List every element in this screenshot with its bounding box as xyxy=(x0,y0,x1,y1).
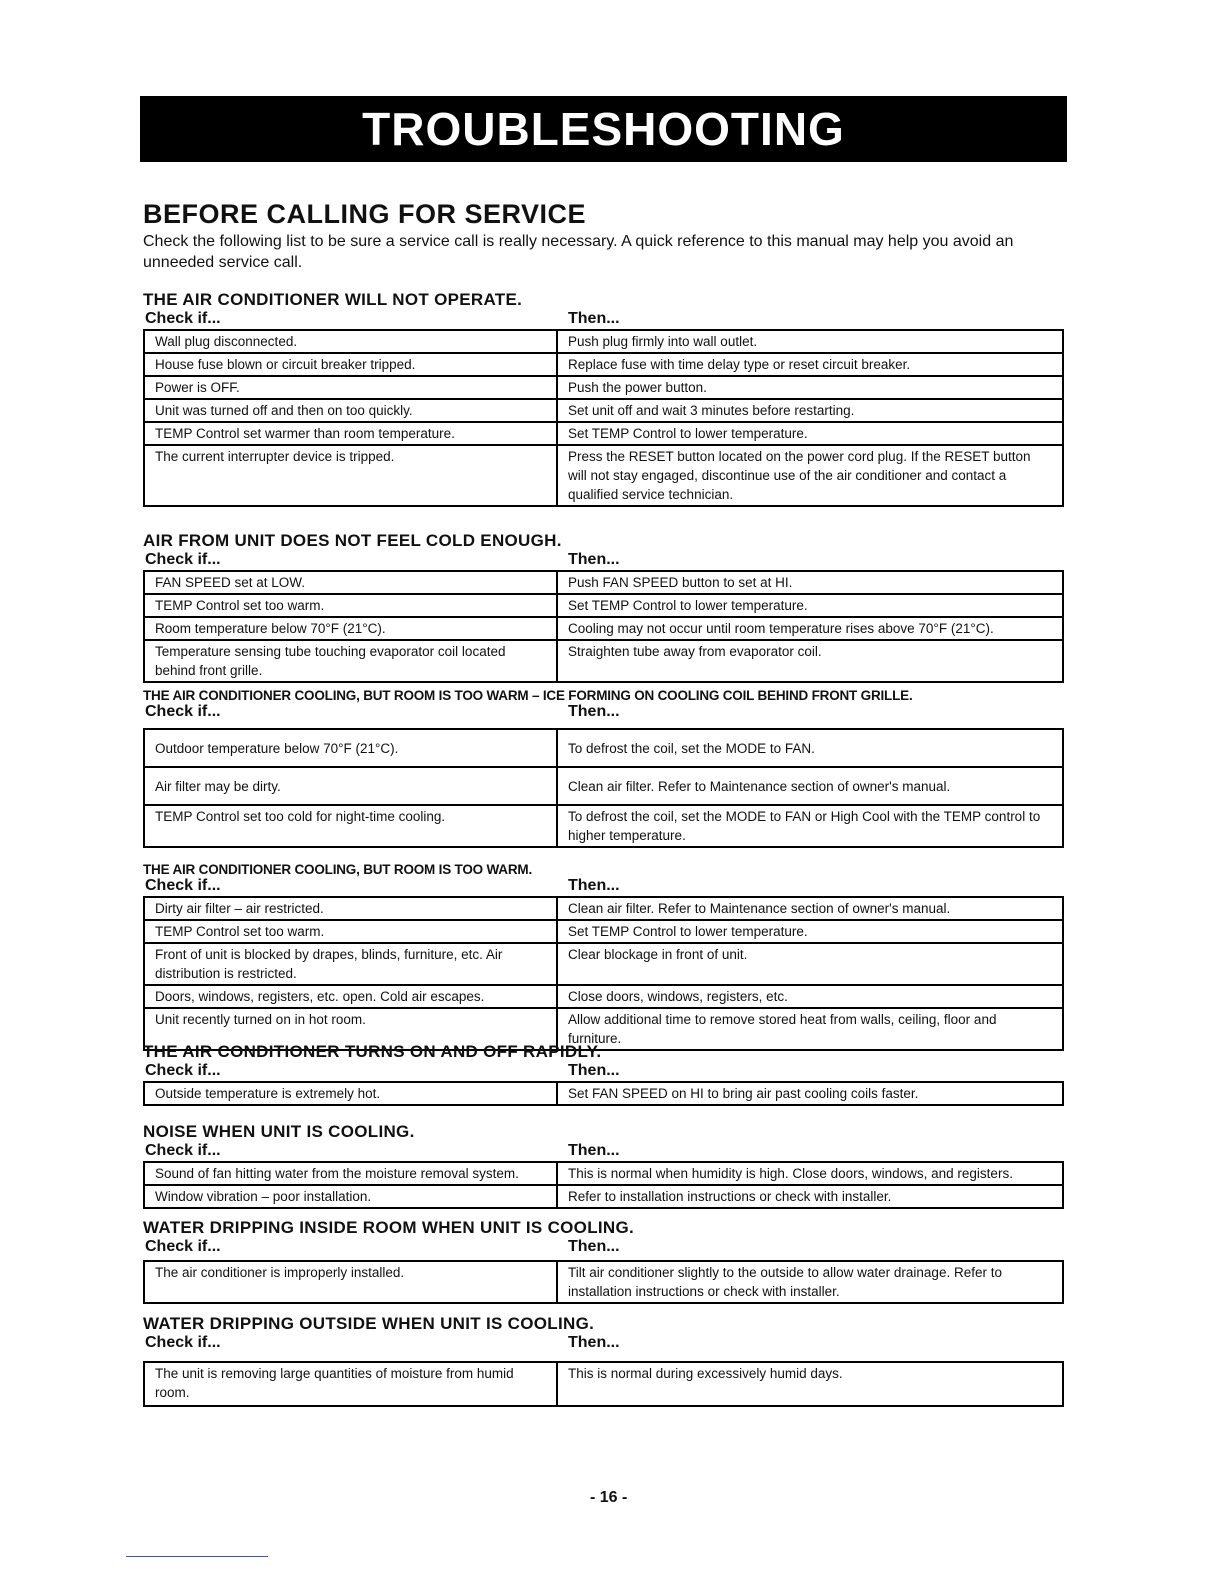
page-number: - 16 - xyxy=(590,1489,628,1506)
then-cell: Press the RESET button located on the power cord plug. If the RESET button will not stay engaged, discontinue use of the air conditioner and contact a qualified service technician. xyxy=(557,445,1063,506)
then-cell: Tilt air conditioner slightly to the outside to allow water drainage. Refer to installation instructions or check with installer. xyxy=(557,1261,1063,1303)
troubleshoot-table xyxy=(143,896,1064,1051)
then-cell: This is normal during excessively humid days. xyxy=(557,1362,1063,1406)
troubleshoot-table xyxy=(143,1081,1064,1106)
check-cell: Unit recently turned on in hot room. xyxy=(144,1008,557,1050)
then-cell: Set TEMP Control to lower temperature. xyxy=(557,594,1063,617)
then-cell: Clear blockage in front of unit. xyxy=(557,943,1063,985)
table-row xyxy=(144,617,1063,640)
table-row xyxy=(144,445,1063,506)
check-cell: The current interrupter device is tripped. xyxy=(144,445,557,506)
check-cell: TEMP Control set too warm. xyxy=(144,594,557,617)
footer-rule xyxy=(126,1556,268,1557)
table-row xyxy=(144,1362,1063,1406)
then-cell: Set TEMP Control to lower temperature. xyxy=(557,920,1063,943)
then-cell: Set FAN SPEED on HI to bring air past cooling coils faster. xyxy=(557,1082,1063,1105)
troubleshoot-table xyxy=(143,1161,1064,1209)
check-cell: Sound of fan hitting water from the moisture removal system. xyxy=(144,1162,557,1185)
then-label: Then... xyxy=(568,310,620,327)
check-cell: TEMP Control set too warm. xyxy=(144,920,557,943)
then-cell: Set unit off and wait 3 minutes before restarting. xyxy=(557,399,1063,422)
then-cell: Close doors, windows, registers, etc. xyxy=(557,985,1063,1008)
then-label: Then... xyxy=(568,703,620,720)
section-noise xyxy=(143,1122,1064,1209)
table-row xyxy=(144,640,1063,682)
section-ice-forming xyxy=(143,688,1064,848)
check-cell: Unit was turned off and then on too quickly. xyxy=(144,399,557,422)
check-if-label: Check if... xyxy=(145,1142,221,1159)
then-cell: To defrost the coil, set the MODE to FAN. xyxy=(557,729,1063,767)
then-label: Then... xyxy=(568,551,620,568)
table-row xyxy=(144,1185,1063,1208)
section-title: WATER DRIPPING OUTSIDE WHEN UNIT IS COOLING. xyxy=(143,1314,595,1333)
section-not-cold-enough xyxy=(143,531,1064,683)
section-dripping-inside xyxy=(143,1218,1064,1304)
then-cell: Set TEMP Control to lower temperature. xyxy=(557,422,1063,445)
section-title: THE AIR CONDITIONER COOLING, BUT ROOM IS TOO WARM – ICE FORMING ON COOLING COIL BEHIND FRONT GRILLE. xyxy=(143,688,913,703)
then-label: Then... xyxy=(568,1062,620,1079)
check-if-label: Check if... xyxy=(145,551,221,568)
check-cell: Temperature sensing tube touching evaporator coil located behind front grille. xyxy=(144,640,557,682)
troubleshoot-table xyxy=(143,570,1064,683)
then-cell: Clean air filter. Refer to Maintenance section of owner's manual. xyxy=(557,897,1063,920)
section-on-off-rapidly xyxy=(143,1042,1064,1106)
check-cell: TEMP Control set warmer than room temperature. xyxy=(144,422,557,445)
troubleshoot-table xyxy=(143,728,1064,848)
table-row xyxy=(144,1082,1063,1105)
section-heading: BEFORE CALLING FOR SERVICE xyxy=(143,199,587,229)
intro-paragraph: Check the following list to be sure a service call is really necessary. A quick reference to this manual may help you avoid an unneeded service call. xyxy=(143,233,1014,271)
table-row xyxy=(144,729,1063,767)
check-cell: Room temperature below 70°F (21°C). xyxy=(144,617,557,640)
check-if-label: Check if... xyxy=(145,1334,221,1351)
troubleshoot-table xyxy=(143,329,1064,507)
then-cell: Cooling may not occur until room temperature rises above 70°F (21°C). xyxy=(557,617,1063,640)
table-row xyxy=(144,330,1063,353)
section-title: THE AIR CONDITIONER COOLING, BUT ROOM IS TOO WARM. xyxy=(143,862,532,877)
check-cell: House fuse blown or circuit breaker tripped. xyxy=(144,353,557,376)
then-label: Then... xyxy=(568,1334,620,1351)
then-label: Then... xyxy=(568,1142,620,1159)
section-dripping-outside xyxy=(143,1314,1064,1407)
table-row xyxy=(144,1162,1063,1185)
table-row xyxy=(144,422,1063,445)
table-row xyxy=(144,805,1063,847)
then-cell: Push FAN SPEED button to set at HI. xyxy=(557,571,1063,594)
section-title: THE AIR CONDITIONER WILL NOT OPERATE. xyxy=(143,290,523,309)
then-cell: To defrost the coil, set the MODE to FAN or High Cool with the TEMP control to higher temperature. xyxy=(557,805,1063,847)
then-cell: Straighten tube away from evaporator coil. xyxy=(557,640,1063,682)
table-row xyxy=(144,571,1063,594)
section-title: WATER DRIPPING INSIDE ROOM WHEN UNIT IS COOLING. xyxy=(143,1218,635,1237)
then-cell: Clean air filter. Refer to Maintenance section of owner's manual. xyxy=(557,767,1063,805)
table-row xyxy=(144,353,1063,376)
then-cell: This is normal when humidity is high. Close doors, windows, and registers. xyxy=(557,1162,1063,1185)
then-label: Then... xyxy=(568,1238,620,1255)
section-will-not-operate xyxy=(143,290,1064,507)
check-cell: Power is OFF. xyxy=(144,376,557,399)
check-cell: Air filter may be dirty. xyxy=(144,767,557,805)
check-cell: Outside temperature is extremely hot. xyxy=(144,1082,557,1105)
section-too-warm xyxy=(143,862,1064,1051)
table-row xyxy=(144,767,1063,805)
then-cell: Push the power button. xyxy=(557,376,1063,399)
check-if-label: Check if... xyxy=(145,703,221,720)
table-row xyxy=(144,1261,1063,1303)
troubleshoot-table xyxy=(143,1361,1064,1407)
check-cell: TEMP Control set too cold for night-time cooling. xyxy=(144,805,557,847)
table-row xyxy=(144,897,1063,920)
check-if-label: Check if... xyxy=(145,877,221,894)
check-if-label: Check if... xyxy=(145,1238,221,1255)
check-cell: The unit is removing large quantities of moisture from humid room. xyxy=(144,1362,557,1406)
table-row xyxy=(144,943,1063,985)
table-row xyxy=(144,399,1063,422)
section-title: THE AIR CONDITIONER TURNS ON AND OFF RAPIDLY. xyxy=(143,1042,602,1061)
check-cell: Front of unit is blocked by drapes, blinds, furniture, etc. Air distribution is restricted. xyxy=(144,943,557,985)
check-cell: FAN SPEED set at LOW. xyxy=(144,571,557,594)
check-if-label: Check if... xyxy=(145,310,221,327)
check-cell: Wall plug disconnected. xyxy=(144,330,557,353)
check-cell: Outdoor temperature below 70°F (21°C). xyxy=(144,729,557,767)
section-title: NOISE WHEN UNIT IS COOLING. xyxy=(143,1122,415,1141)
table-row xyxy=(144,920,1063,943)
table-row xyxy=(144,985,1063,1008)
then-cell: Refer to installation instructions or check with installer. xyxy=(557,1185,1063,1208)
section-title: AIR FROM UNIT DOES NOT FEEL COLD ENOUGH. xyxy=(143,531,562,550)
check-cell: Dirty air filter – air restricted. xyxy=(144,897,557,920)
then-cell: Push plug firmly into wall outlet. xyxy=(557,330,1063,353)
then-cell: Allow additional time to remove stored heat from walls, ceiling, floor and furniture. xyxy=(557,1008,1063,1050)
page-title: TROUBLESHOOTING xyxy=(140,96,1067,162)
table-row xyxy=(144,376,1063,399)
check-cell: Doors, windows, registers, etc. open. Cold air escapes. xyxy=(144,985,557,1008)
then-cell: Replace fuse with time delay type or reset circuit breaker. xyxy=(557,353,1063,376)
table-row xyxy=(144,594,1063,617)
check-cell: The air conditioner is improperly installed. xyxy=(144,1261,557,1303)
troubleshoot-table xyxy=(143,1260,1064,1304)
check-cell: Window vibration – poor installation. xyxy=(144,1185,557,1208)
then-label: Then... xyxy=(568,877,620,894)
check-if-label: Check if... xyxy=(145,1062,221,1079)
